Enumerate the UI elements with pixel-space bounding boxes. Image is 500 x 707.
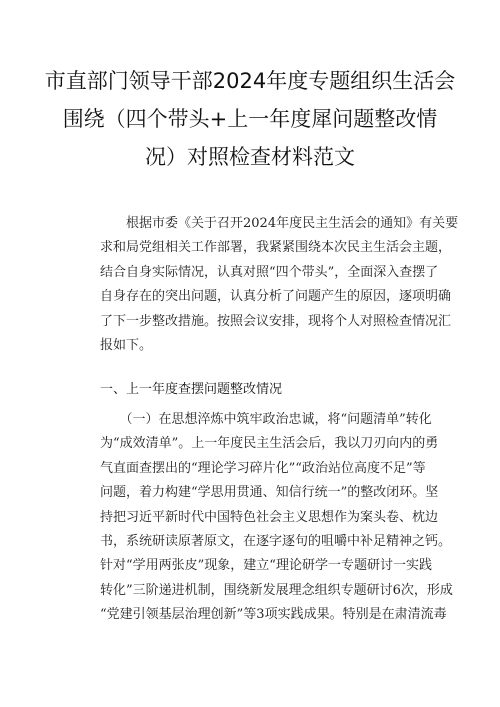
paragraph-line: 气直面查摆出的“理论学习碎片化”“政治站位高度不足”等 (100, 460, 426, 476)
paragraph-line: 问题，着力构建“学思用贯通、知信行统一”的整改闭环。坚 (100, 485, 439, 501)
section-paragraph (100, 408, 453, 628)
paragraph-line: 自身存在的突出问题，认真分析了问题产生的原因，逐项明确 (100, 289, 452, 305)
paragraph-line: 转化”三阶递进机制，围绕新发展理念组织专题研讨6次，形成 (100, 582, 453, 598)
paragraph-line: 持把习近平新时代中国特色社会主义思想作为案头卷、枕边 (100, 509, 439, 525)
section-heading: 一、上一年度查摆问题整改情况 (100, 382, 283, 397)
paragraph-line: “党建引领基层治理创新”等3项实践成果。特别是在肃清流毒 (100, 607, 447, 623)
paragraph-line: 报如下。 (100, 338, 153, 354)
paragraph-line: 求和局党组相关工作部署，我紧紧围绕本次民主生活会主题， (100, 240, 452, 256)
document-title (40, 62, 460, 176)
paragraph-line: 书，系统研读原著原文，在逐字逐句的咀嚼中补足精神之钙。 (100, 534, 452, 550)
intro-paragraph (100, 212, 459, 358)
paragraph-line: 针对“学用两张皮”现象，建立“理论研学一专题研讨一实践 (100, 558, 432, 574)
paragraph-line: 为“成效清单”。上一年度民主生活会后，我以刀刃向内的勇 (100, 436, 439, 452)
title-line: 围绕（四个带头+上一年度犀问题整改情 (62, 107, 438, 131)
title-line: 况）对照检查材料范文 (145, 145, 355, 169)
paragraph-line: 结合自身实际情况，认真对照“四个带头”，全面深入查摆了 (100, 264, 439, 280)
paragraph-line: 根据市委《关于召开2024年度民主生活会的通知》有关要 (100, 216, 459, 231)
paragraph-line: 了下一步整改措施。按照会议安排，现将个人对照检查情况汇 (100, 313, 452, 329)
paragraph-line: （一）在思想淬炼中筑牢政治忠诚，将“问题清单”转化 (100, 412, 432, 427)
title-line: 市直部门领导干部2024年度专题组织生活会 (44, 69, 456, 93)
